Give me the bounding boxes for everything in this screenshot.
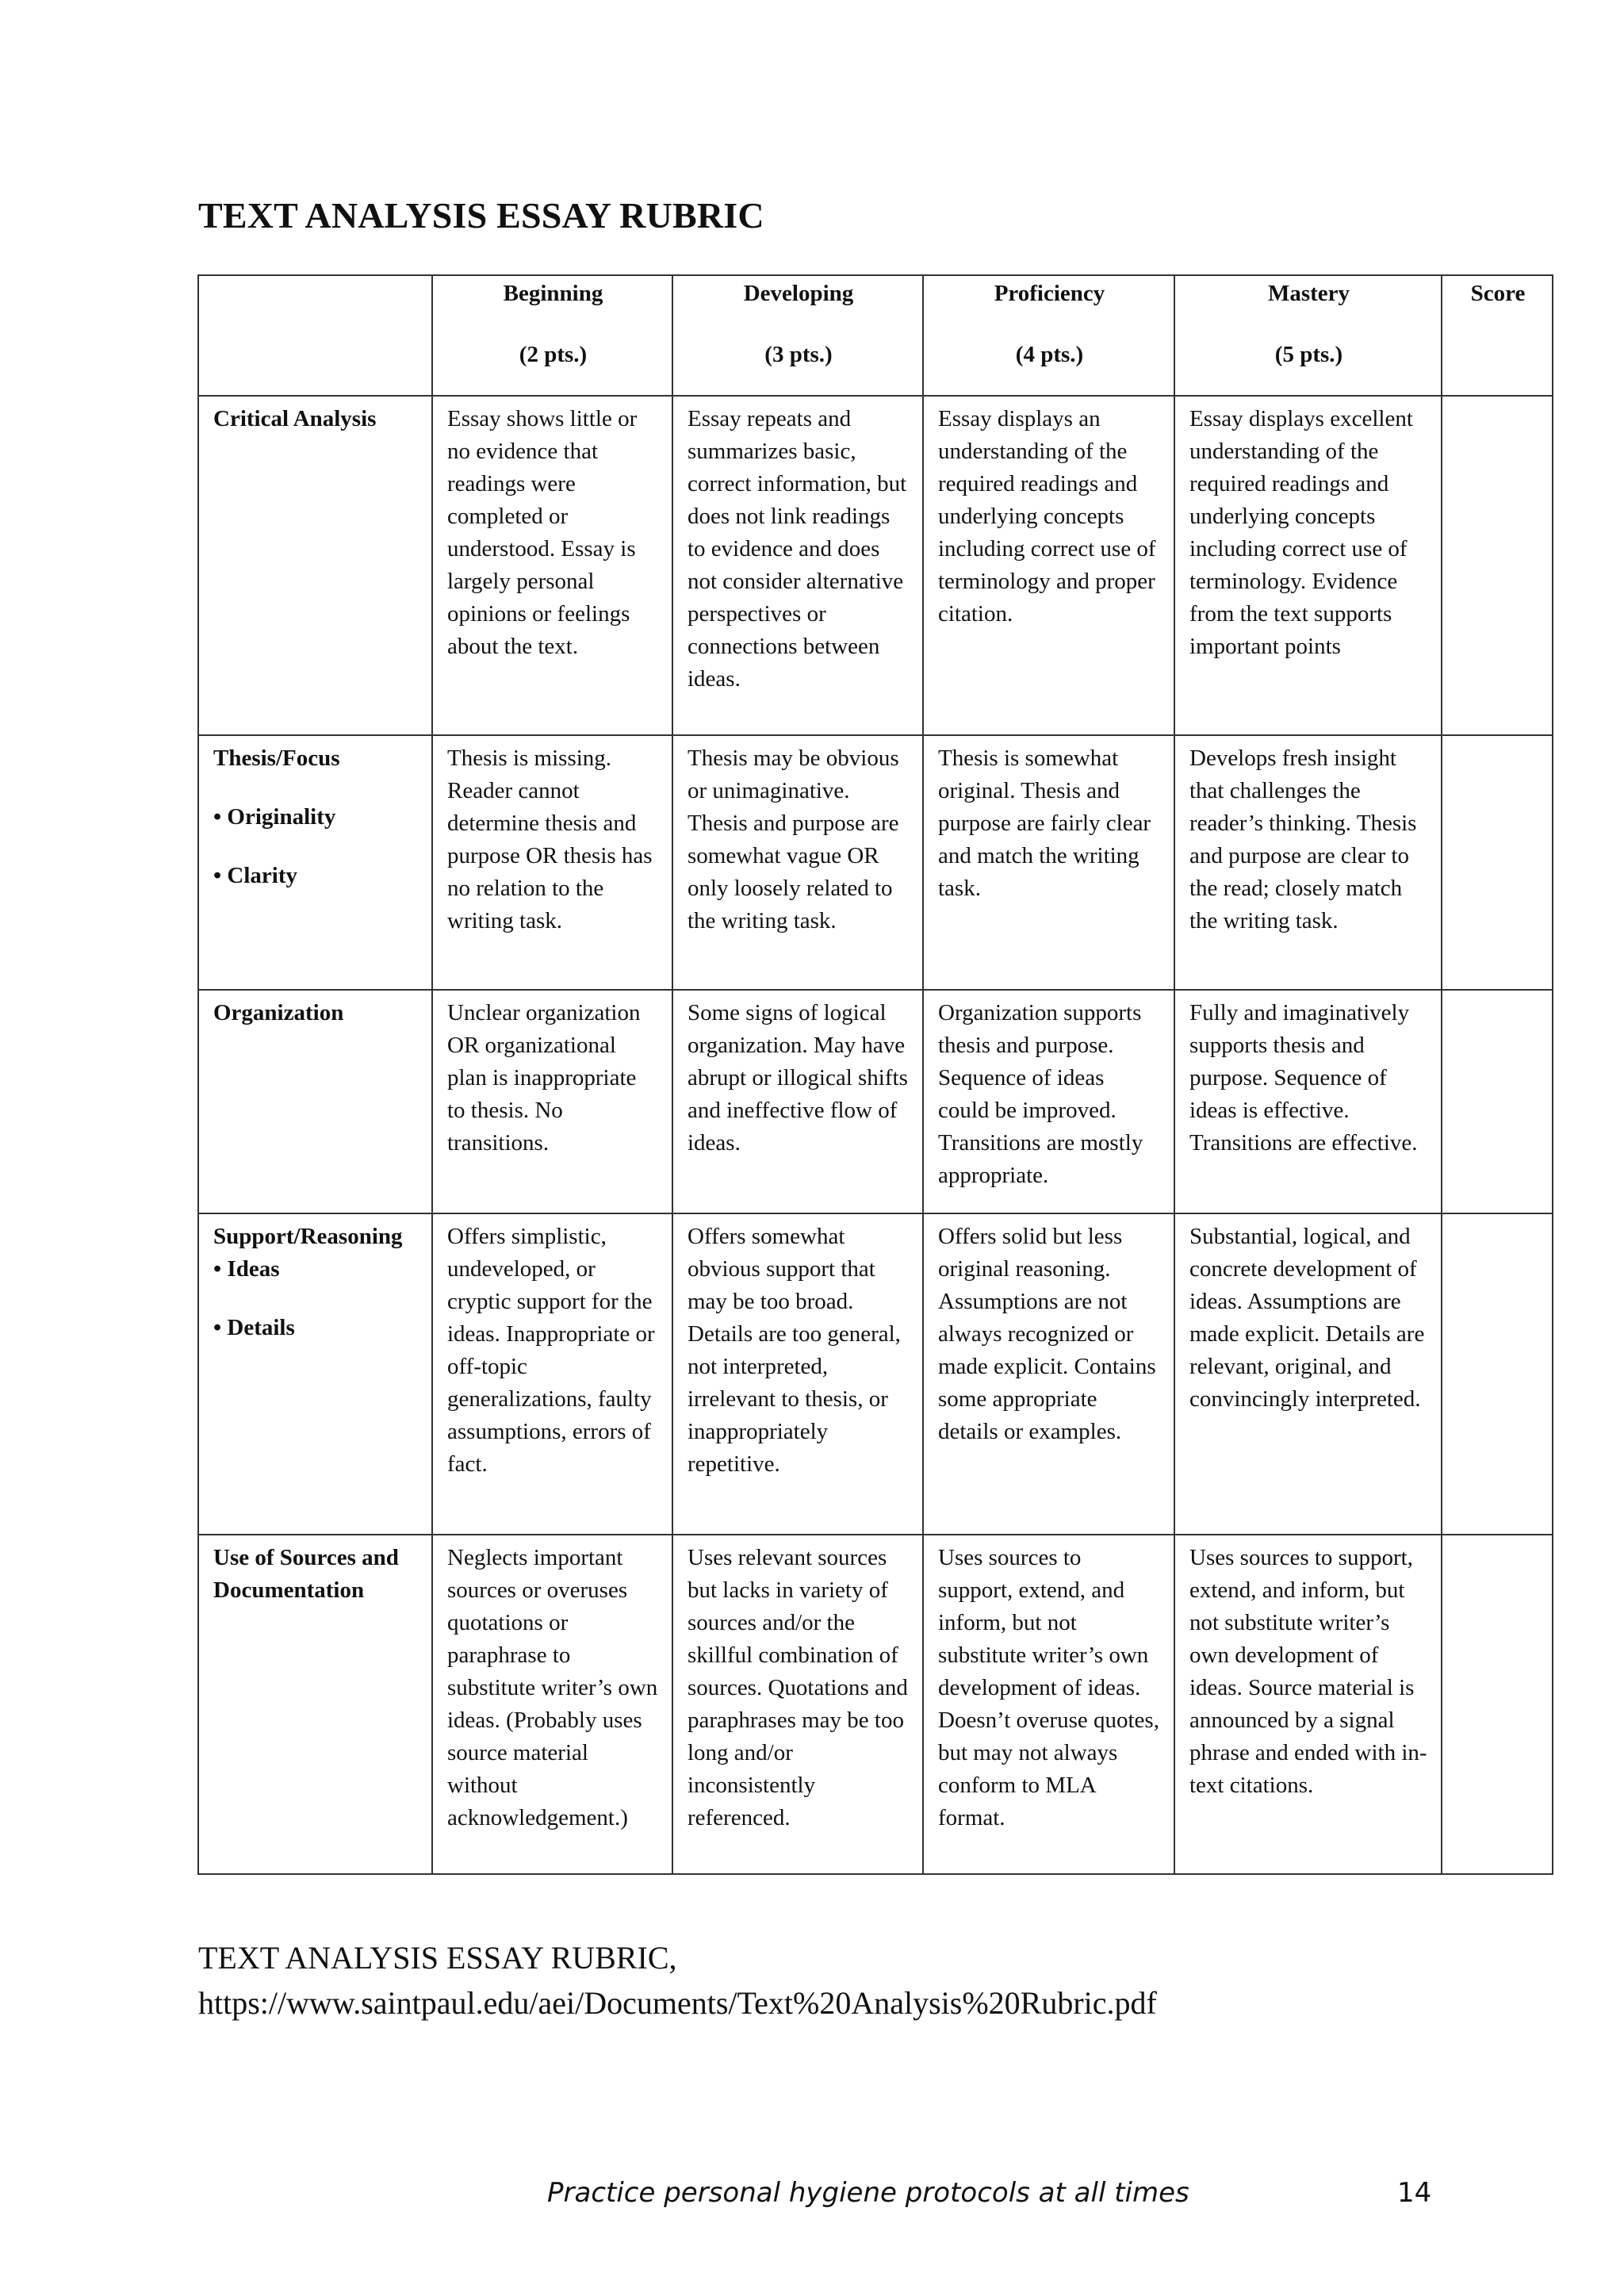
citation-title: TEXT ANALYSIS ESSAY RUBRIC, <box>198 1940 677 1976</box>
cell-text: Thesis may be obvious or unimaginative. Thesis and purpose are somewhat vague OR only loosely related to the writing task. <box>688 746 899 933</box>
criterion-cell <box>198 990 432 1213</box>
cell-text: Essay repeats and summarizes basic, correct information, but does not link readings to evidence and does not consider alternative perspectives or connections between ideas. <box>688 406 907 692</box>
criterion-label: Critical Analysis <box>213 406 377 431</box>
criterion-cell <box>198 1213 432 1535</box>
cell-text: Develops fresh insight that challenges the reader’s thinking. Thesis and purpose are clear to the read; closely match the writing task. <box>1189 746 1417 933</box>
level-points: (2 pts.) <box>519 342 588 367</box>
header-score <box>1442 275 1553 396</box>
header-level-developing <box>672 275 923 396</box>
cell-text: Neglects important sources or overuses quotations or paraphrase to substitute writer’s own ideas. (Probably uses source material without acknowledgement.) <box>447 1545 658 1830</box>
citation-url[interactable]: https://www.saintpaul.edu/aei/Documents/Text%20Analysis%20Rubric.pdf <box>198 1985 1157 2021</box>
rubric-cell-mastery <box>1174 735 1442 990</box>
score-cell[interactable] <box>1442 396 1553 735</box>
rubric-cell-mastery <box>1174 1535 1442 1874</box>
rubric-cell-beginning <box>432 1535 672 1874</box>
cell-text: Uses sources to support, extend, and inform, but not substitute writer’s own development of ideas. Source material is announced by a signal phrase and ended with in-text citations. <box>1189 1545 1427 1798</box>
criterion-sub-label: • Ideas <box>213 1256 280 1282</box>
table-row <box>198 396 1553 735</box>
cell-text: Essay displays excellent understanding of the required readings and underlying concepts including correct use of terminology. Evidence from the text supports important points <box>1189 406 1413 659</box>
cell-text: Offers somewhat obvious support that may be too broad. Details are too general, not interpreted, irrelevant to thesis, or inappropriately repetitive. <box>688 1224 901 1477</box>
header-blank-cell <box>198 275 432 396</box>
rubric-cell-mastery <box>1174 990 1442 1213</box>
rubric-cell-beginning <box>432 735 672 990</box>
page-number: 14 <box>1397 2177 1432 2209</box>
rubric-cell-proficiency <box>923 1213 1174 1535</box>
level-name: Developing <box>743 281 854 306</box>
criterion-cell <box>198 735 432 990</box>
score-label: Score <box>1470 281 1526 306</box>
score-cell[interactable] <box>1442 1535 1553 1874</box>
cell-text: Substantial, logical, and concrete development of ideas. Assumptions are made explicit. Details are relevant, original, and convincingly interpreted. <box>1189 1224 1425 1412</box>
level-name: Beginning <box>503 281 603 306</box>
header-level-beginning <box>432 275 672 396</box>
level-name: Proficiency <box>994 281 1105 306</box>
criterion-label: Use of Sources and Documentation <box>213 1545 399 1603</box>
page-title: TEXT ANALYSIS ESSAY RUBRIC <box>198 195 764 236</box>
cell-text: Fully and imaginatively supports thesis and purpose. Sequence of ideas is effective. Transitions are effective. <box>1189 1000 1418 1156</box>
cell-text: Thesis is somewhat original. Thesis and purpose are fairly clear and match the writing task. <box>938 746 1151 901</box>
cell-text: Unclear organization OR organizational plan is inappropriate to thesis. No transitions. <box>447 1000 641 1156</box>
cell-text: Essay displays an understanding of the required readings and underlying concepts including correct use of terminology and proper citation. <box>938 406 1156 627</box>
rubric-cell-proficiency <box>923 735 1174 990</box>
table-row <box>198 735 1553 990</box>
header-level-mastery <box>1174 275 1442 396</box>
table-row <box>198 1535 1553 1874</box>
rubric-table <box>197 274 1553 1875</box>
header-level-proficiency <box>923 275 1174 396</box>
rubric-cell-beginning <box>432 1213 672 1535</box>
score-cell[interactable] <box>1442 990 1553 1213</box>
cell-text: Uses sources to support, extend, and inform, but not substitute writer’s own development of ideas. Doesn’t overuse quotes, but may not always conform to MLA format. <box>938 1545 1159 1830</box>
criterion-cell <box>198 1535 432 1874</box>
rubric-cell-beginning <box>432 990 672 1213</box>
rubric-cell-mastery <box>1174 1213 1442 1535</box>
rubric-cell-proficiency <box>923 990 1174 1213</box>
rubric-cell-developing <box>672 735 923 990</box>
cell-text: Some signs of logical organization. May have abrupt or illogical shifts and ineffective flow of ideas. <box>688 1000 908 1156</box>
source-citation <box>198 1935 1157 2026</box>
criterion-label: Support/Reasoning <box>213 1224 403 1249</box>
level-points: (5 pts.) <box>1274 342 1343 367</box>
criterion-sub-label: • Originality <box>213 804 336 830</box>
table-row <box>198 990 1553 1213</box>
rubric-cell-mastery <box>1174 396 1442 735</box>
cell-text: Thesis is missing. Reader cannot determine thesis and purpose OR thesis has no relation to the writing task. <box>447 746 653 933</box>
table-row <box>198 1213 1553 1535</box>
rubric-cell-developing <box>672 990 923 1213</box>
rubric-cell-developing <box>672 396 923 735</box>
criterion-sub-label: • Details <box>213 1315 295 1340</box>
cell-text: Uses relevant sources but lacks in variety of sources and/or the skillful combination of sources. Quotations and paraphrases may be too long and/or inconsistently referenced. <box>688 1545 908 1830</box>
cell-text: Essay shows little or no evidence that readings were completed or understood. Essay is largely personal opinions or feelings about the text. <box>447 406 638 659</box>
cell-text: Offers simplistic, undeveloped, or cryptic support for the ideas. Inappropriate or off-topic generalizations, faulty assumptions, errors of fact. <box>447 1224 655 1477</box>
cell-text: Offers solid but less original reasoning. Assumptions are not always recognized or made explicit. Contains some appropriate details or examples. <box>938 1224 1156 1444</box>
score-cell[interactable] <box>1442 1213 1553 1535</box>
cell-text: Organization supports thesis and purpose. Sequence of ideas could be improved. Transitions are mostly appropriate. <box>938 1000 1143 1188</box>
score-cell[interactable] <box>1442 735 1553 990</box>
criterion-label: Thesis/Focus <box>213 746 340 771</box>
rubric-cell-developing <box>672 1213 923 1535</box>
rubric-cell-developing <box>672 1535 923 1874</box>
criterion-sub-label: • Clarity <box>213 863 297 888</box>
criterion-label: Organization <box>213 1000 344 1025</box>
level-points: (3 pts.) <box>764 342 833 367</box>
header-row <box>198 275 1553 396</box>
footer-text: Practice personal hygiene protocols at all times <box>547 2177 1189 2209</box>
rubric-cell-proficiency <box>923 1535 1174 1874</box>
rubric-cell-proficiency <box>923 396 1174 735</box>
level-points: (4 pts.) <box>1015 342 1084 367</box>
level-name: Mastery <box>1267 281 1350 306</box>
criterion-cell <box>198 396 432 735</box>
rubric-cell-beginning <box>432 396 672 735</box>
